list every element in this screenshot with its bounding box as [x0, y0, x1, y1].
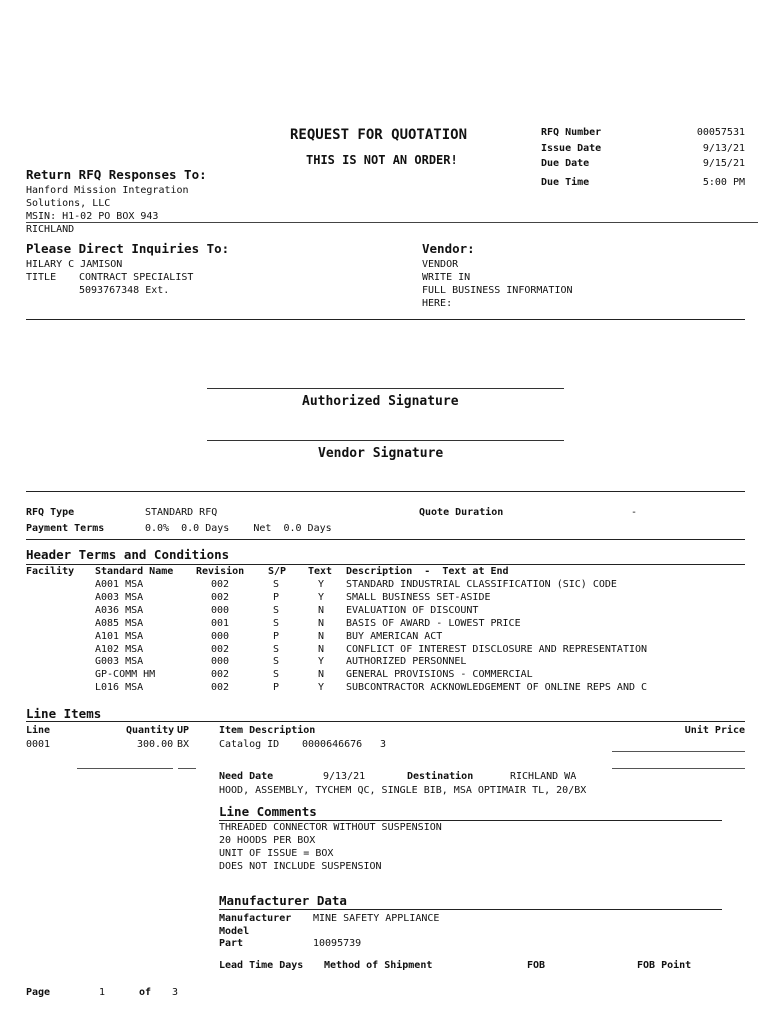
term-description: EVALUATION OF DISCOUNT	[346, 604, 479, 616]
term-revision: 002	[211, 669, 230, 681]
quote-duration: -	[631, 507, 638, 518]
rfq-number: 00057531	[696, 127, 745, 138]
terms-col-text: Text	[308, 566, 333, 577]
term-text: Y	[318, 656, 325, 668]
need-date-label: Need Date	[219, 771, 274, 782]
terms-col-facility: Facility	[26, 566, 75, 577]
terms-heading: Header Terms and Conditions	[26, 547, 230, 562]
vendor-signature-label: Vendor Signature	[318, 446, 444, 461]
inquiries-heading: Please Direct Inquiries To:	[26, 241, 230, 256]
term-text: N	[318, 643, 325, 655]
item-description: HOOD, ASSEMBLY, TYCHEM QC, SINGLE BIB, MSA OPTIMAIR TL, 20/BX	[219, 785, 587, 796]
vendor-line: FULL BUSINESS INFORMATION	[422, 285, 573, 296]
terms-col-revision: Revision	[196, 566, 245, 577]
divider	[219, 909, 722, 910]
term-standard-name: A036 MSA	[95, 604, 144, 616]
catalog-extra: 3	[380, 739, 387, 750]
term-text: N	[318, 630, 325, 642]
destination-label: Destination	[407, 771, 474, 782]
return-to-line: MSIN: H1-02 PO BOX 943	[26, 211, 159, 222]
line-quantity: 300.00	[137, 739, 174, 750]
shipment-method-label: Method of Shipment	[324, 960, 433, 971]
line-col-line: Line	[26, 725, 51, 736]
term-revision: 000	[211, 630, 230, 642]
inquiries-title: CONTRACT SPECIALIST	[79, 272, 194, 283]
part-number: 10095739	[313, 938, 362, 949]
term-text: N	[318, 604, 325, 616]
comment-line: THREADED CONNECTOR WITHOUT SUSPENSION	[219, 822, 442, 833]
due-date-label: Due Date	[541, 158, 590, 169]
fob-point-label: FOB Point	[637, 960, 692, 971]
term-text: N	[318, 669, 325, 681]
term-sp: P	[273, 630, 280, 642]
rfq-type-label: RFQ Type	[26, 507, 75, 518]
part-label: Part	[219, 938, 244, 949]
due-time-label: Due Time	[541, 177, 590, 188]
term-text: Y	[318, 579, 325, 590]
authorized-signature-label: Authorized Signature	[302, 394, 459, 409]
issue-date: 9/13/21	[702, 143, 745, 154]
extended-price-blank[interactable]	[612, 768, 745, 769]
term-standard-name: A003 MSA	[95, 591, 144, 603]
term-description: SUBCONTRACTOR ACKNOWLEDGEMENT OF ONLINE REPS AND C	[346, 682, 648, 694]
divider	[26, 721, 745, 722]
return-to-line: RICHLAND	[26, 224, 75, 235]
quote-up-blank[interactable]	[178, 768, 196, 769]
term-description: STANDARD INDUSTRIAL CLASSIFICATION (SIC) CODE	[346, 579, 617, 590]
divider	[26, 539, 745, 540]
divider	[219, 820, 722, 821]
vendor-line: VENDOR	[422, 259, 459, 270]
due-time: 5:00 PM	[702, 177, 745, 188]
inquiries-title-label: TITLE	[26, 272, 57, 283]
term-sp: S	[273, 579, 280, 590]
term-standard-name: GP-COMM HM	[95, 669, 156, 681]
term-standard-name: L016 MSA	[95, 682, 144, 694]
term-sp: S	[273, 604, 280, 616]
term-revision: 000	[211, 604, 230, 616]
manufacturer-label: Manufacturer	[219, 913, 292, 924]
payment-terms: 0.0% 0.0 Days Net 0.0 Days	[145, 523, 332, 534]
term-text: Y	[318, 591, 325, 603]
term-description: BUY AMERICAN ACT	[346, 630, 443, 642]
term-standard-name: A085 MSA	[95, 617, 144, 629]
rfq-number-label: RFQ Number	[541, 127, 602, 138]
page-title: REQUEST FOR QUOTATION	[290, 127, 468, 143]
terms-col-standard-name: Standard Name	[95, 566, 174, 577]
unit-price-blank[interactable]	[612, 751, 745, 752]
quote-quantity-blank[interactable]	[77, 768, 173, 769]
of-label: of	[139, 987, 152, 998]
term-sp: P	[273, 682, 280, 694]
need-date: 9/13/21	[323, 771, 366, 782]
term-revision: 002	[211, 579, 230, 590]
term-revision: 002	[211, 643, 230, 655]
rfq-type: STANDARD RFQ	[145, 507, 218, 518]
fob-label: FOB	[527, 960, 546, 971]
term-sp: S	[273, 656, 280, 668]
manufacturer-heading: Manufacturer Data	[219, 893, 347, 908]
issue-date-label: Issue Date	[541, 143, 602, 154]
term-revision: 000	[211, 656, 230, 668]
payment-terms-label: Payment Terms	[26, 523, 105, 534]
page-total: 3	[172, 987, 179, 998]
manufacturer-name: MINE SAFETY APPLIANCE	[313, 913, 440, 924]
catalog-id: 0000646676	[302, 739, 363, 750]
vendor-heading: Vendor:	[422, 241, 475, 256]
line-number: 0001	[26, 739, 51, 750]
vendor-line: WRITE IN	[422, 272, 471, 283]
term-description: CONFLICT OF INTEREST DISCLOSURE AND REPRESENTATION	[346, 643, 648, 655]
term-standard-name: A101 MSA	[95, 630, 144, 642]
line-col-description: Item Description	[219, 725, 316, 736]
due-date: 9/15/21	[702, 158, 745, 169]
terms-col-sp: S/P	[268, 566, 287, 577]
return-to-line: Hanford Mission Integration	[26, 185, 189, 196]
term-text: N	[318, 617, 325, 629]
catalog-id-label: Catalog ID	[219, 739, 280, 750]
divider	[26, 564, 745, 565]
lead-time-label: Lead Time Days	[219, 960, 304, 971]
term-sp: S	[273, 643, 280, 655]
return-to-heading: Return RFQ Responses To:	[26, 167, 207, 182]
divider	[26, 319, 745, 320]
line-col-quantity: Quantity	[126, 725, 175, 736]
line-col-up: UP	[177, 725, 190, 736]
divider	[26, 222, 758, 223]
comment-line: DOES NOT INCLUDE SUSPENSION	[219, 861, 382, 872]
term-revision: 002	[211, 682, 230, 694]
term-description: SMALL BUSINESS SET-ASIDE	[346, 591, 491, 603]
term-sp: S	[273, 617, 280, 629]
line-up: BX	[177, 739, 190, 750]
term-standard-name: G003 MSA	[95, 656, 144, 668]
inquiries-name: HILARY C JAMISON	[26, 259, 123, 270]
term-sp: S	[273, 669, 280, 681]
page-subtitle: THIS IS NOT AN ORDER!	[306, 153, 458, 167]
vendor-line: HERE:	[422, 298, 453, 309]
vendor-signature-line[interactable]	[207, 440, 564, 441]
term-description: AUTHORIZED PERSONNEL	[346, 656, 467, 668]
term-description: GENERAL PROVISIONS - COMMERCIAL	[346, 669, 533, 681]
destination: RICHLAND WA	[510, 771, 577, 782]
term-revision: 002	[211, 591, 230, 603]
quote-duration-label: Quote Duration	[419, 507, 504, 518]
inquiries-phone: 5093767348 Ext.	[79, 285, 170, 296]
line-comments-heading: Line Comments	[219, 804, 317, 819]
term-description: BASIS OF AWARD - LOWEST PRICE	[346, 617, 521, 629]
line-col-unit-price: Unit Price	[684, 725, 745, 736]
comment-line: UNIT OF ISSUE = BOX	[219, 848, 334, 859]
term-text: Y	[318, 682, 325, 694]
divider	[26, 491, 745, 492]
authorized-signature-line[interactable]	[207, 388, 564, 389]
comment-line: 20 HOODS PER BOX	[219, 835, 316, 846]
model-label: Model	[219, 926, 250, 937]
term-standard-name: A001 MSA	[95, 579, 144, 590]
return-to-line: Solutions, LLC	[26, 198, 111, 209]
term-sp: P	[273, 591, 280, 603]
term-standard-name: A102 MSA	[95, 643, 144, 655]
term-revision: 001	[211, 617, 230, 629]
page-label: Page	[26, 987, 51, 998]
terms-col-description: Description - Text at End	[346, 566, 509, 577]
line-items-heading: Line Items	[26, 706, 102, 721]
page-number: 1	[99, 987, 106, 998]
